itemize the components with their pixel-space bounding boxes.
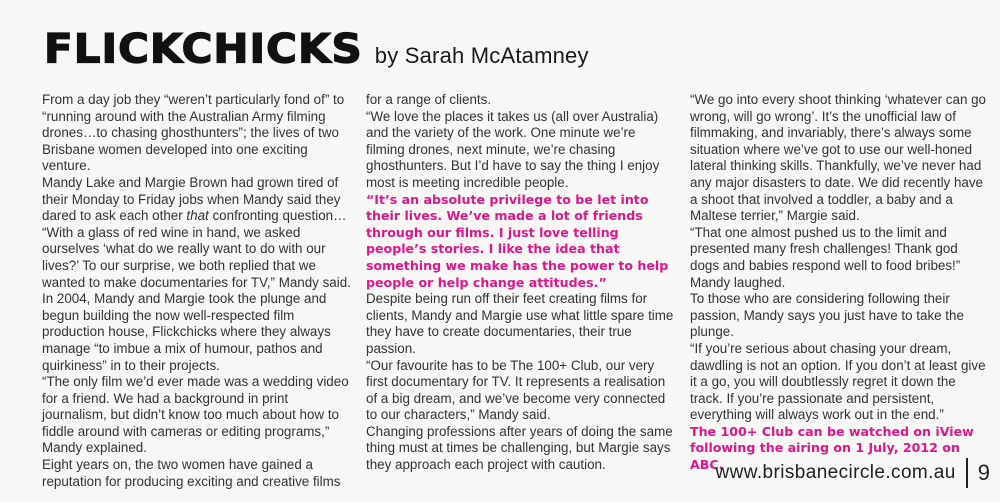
page-number: 9	[977, 460, 990, 485]
paragraph: for a range of clients.	[366, 92, 492, 107]
footer-divider	[966, 458, 968, 488]
paragraph: Despite being run off their feet creating films for clients, Mandy and Margie use what little spare time they have to create documentaries, their true passion.	[366, 291, 674, 356]
paragraph: “That one almost pushed us to the limit and presented many fresh challenges! Thank god dogs and babies respond well to food bribes!” Mandy laughed.	[690, 224, 961, 290]
website-url: www.brisbanecircle.com.au	[715, 462, 956, 483]
paragraph: “The only film we’d ever made was a wedding video for a friend. We had a background in print journalism, but didn’t know too much about how to fiddle around with cameras or editing programs,” Mandy explained.	[42, 374, 349, 456]
broadcast-note: The 100+ Club can be watched on iView following the airing on 1 July, 2012 on ABC.	[690, 423, 974, 473]
paragraph: Changing professions after years of doing the same thing must at times be challenging, but Margie says they approach each project with caution.	[366, 423, 673, 473]
paragraph: To those who are considering following their passion, Mandy says you just have to take the plunge.	[690, 291, 964, 340]
paragraph: Eight years on, the two women have gained a reputation for producing exciting and creative films	[42, 457, 341, 489]
paragraph: “We love the places it takes us (all over Australia) and the variety of the work. One minute we’re filming drones, next minute, we’re chasing ghosthunters. But I’d have to say the thing I enjoy most is meeting incredible people.	[366, 108, 660, 190]
paragraph: “Our favourite has to be The 100+ Club, our very first documentary for TV. It represents a realisation of a big dream, and we’ve become very connected to our characters,” Mandy said.	[366, 357, 666, 423]
article-title: FLICKCHICKS	[44, 25, 363, 72]
paragraph: In 2004, Mandy and Margie took the plunge and begun building the now well-respected film production house, Flickchicks where they always manage “to imbue a mix of humour, pathos and quirkiness” in to their projects.	[42, 291, 331, 373]
byline: by Sarah McAtamney	[374, 43, 589, 68]
column-3	[690, 92, 990, 474]
paragraph: “We go into every shoot thinking ‘whatever can go wrong, will go wrong’. It’s the unofficial law of filmmaking, and invariably, there’s always some situation where we’ve got to use our well-honed lateral thinking skills. Thankfully, we’ve never had any major disasters to date. We did recently have a shoot that involved a toddler, a baby and a Maltese terrier,” Margie said.	[690, 92, 986, 224]
paragraph: “With a glass of red wine in hand, we asked ourselves ‘what do we really want to do with our lives?’ To our surprise, we both replied that we wanted to make documentaries for TV,” Mandy said.	[42, 224, 351, 290]
column-2	[366, 92, 676, 474]
pull-quote: “It’s an absolute privilege to be let into their lives. We’ve made a lot of friends through our films. I just love telling people’s stories. I like the idea that something we make has the power to help people or help change attitudes.”	[366, 191, 669, 290]
paragraph: “If you’re serious about chasing your dream, dawdling is not an option. If you don’t at least give it a go, you will doubtlessly regret it down the track. If you’re passionate and persistent, everything will always work out in the end.”	[690, 340, 986, 423]
paragraph: From a day job they “weren’t particularly fond of” to “running around with the Australian Army filming drones…to chasing ghosthunters”; the lives of two Brisbane women developed into one exciting venture.	[42, 92, 345, 174]
column-1	[42, 92, 354, 490]
page-footer	[716, 458, 990, 488]
paragraph: Mandy Lake and Margie Brown had grown tired of their Monday to Friday jobs when Mandy said they dared to ask each other that confronting question…	[42, 174, 347, 224]
article-header	[44, 24, 589, 73]
